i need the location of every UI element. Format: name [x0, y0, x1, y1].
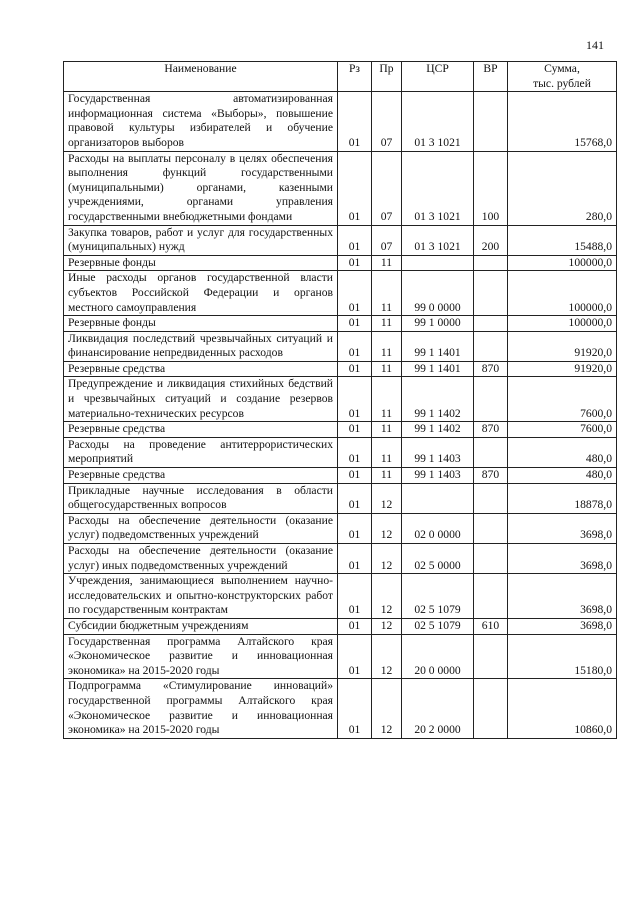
cell-rz: 01 [338, 574, 372, 619]
cell-sum: 3698,0 [508, 513, 617, 543]
table-row [64, 255, 617, 271]
table-row [64, 92, 617, 151]
cell-csr: 20 2 0000 [402, 679, 474, 738]
cell-sum: 15488,0 [508, 225, 617, 255]
cell-csr: 99 1 1401 [402, 331, 474, 361]
cell-vr [474, 513, 508, 543]
cell-rz: 01 [338, 225, 372, 255]
table-row [64, 225, 617, 255]
cell-rz: 01 [338, 151, 372, 225]
page-number: 141 [586, 38, 604, 52]
cell-sum: 7600,0 [508, 422, 617, 438]
cell-name: Государственная программа Алтайского края «Экономическое развитие и инновационная экономика» на 2015-2020 годы [64, 634, 338, 679]
cell-name: Иные расходы органов государственной власти субъектов Российской Федерации и органов местного самоуправления [64, 271, 338, 316]
header-csr: ЦСР [402, 62, 474, 92]
table-row [64, 151, 617, 225]
table-row [64, 513, 617, 543]
cell-sum: 100000,0 [508, 316, 617, 332]
header-vr: ВР [474, 62, 508, 92]
cell-pr: 12 [372, 483, 402, 513]
cell-csr: 99 1 0000 [402, 316, 474, 332]
cell-rz: 01 [338, 618, 372, 634]
header-sum [508, 62, 617, 92]
cell-csr [402, 483, 474, 513]
cell-sum: 7600,0 [508, 377, 617, 422]
cell-sum: 3698,0 [508, 574, 617, 619]
header-rz: Рз [338, 62, 372, 92]
table-row [64, 468, 617, 484]
table-row [64, 316, 617, 332]
cell-pr: 12 [372, 574, 402, 619]
table-row [64, 377, 617, 422]
cell-rz: 01 [338, 513, 372, 543]
cell-vr: 870 [474, 468, 508, 484]
cell-rz: 01 [338, 377, 372, 422]
cell-csr: 99 0 0000 [402, 271, 474, 316]
cell-rz: 01 [338, 483, 372, 513]
table-row [64, 422, 617, 438]
cell-name: Предупреждение и ликвидация стихийных бедствий и чрезвычайных ситуаций и создание резервов материально-технических ресурсов [64, 377, 338, 422]
cell-vr: 610 [474, 618, 508, 634]
cell-pr: 11 [372, 437, 402, 467]
cell-csr: 01 3 1021 [402, 92, 474, 151]
cell-csr: 02 5 0000 [402, 544, 474, 574]
cell-vr: 100 [474, 151, 508, 225]
cell-pr: 12 [372, 618, 402, 634]
cell-vr [474, 271, 508, 316]
cell-sum: 18878,0 [508, 483, 617, 513]
header-sum-line1: Сумма, [544, 62, 580, 75]
cell-vr [474, 634, 508, 679]
cell-name: Прикладные научные исследования в области общегосударственных вопросов [64, 483, 338, 513]
cell-pr: 11 [372, 468, 402, 484]
cell-csr: 99 1 1402 [402, 377, 474, 422]
cell-name: Резервные фонды [64, 255, 338, 271]
cell-sum: 480,0 [508, 468, 617, 484]
cell-csr: 99 1 1403 [402, 437, 474, 467]
cell-csr: 20 0 0000 [402, 634, 474, 679]
cell-rz: 01 [338, 634, 372, 679]
cell-vr: 870 [474, 422, 508, 438]
cell-rz: 01 [338, 679, 372, 738]
cell-sum: 100000,0 [508, 255, 617, 271]
cell-name: Закупка товаров, работ и услуг для государственных (муниципальных) нужд [64, 225, 338, 255]
cell-vr [474, 255, 508, 271]
table-body [64, 92, 617, 739]
header-name: Наименование [64, 62, 338, 92]
cell-name: Расходы на проведение антитеррористических мероприятий [64, 437, 338, 467]
cell-pr: 12 [372, 634, 402, 679]
cell-name: Ликвидация последствий чрезвычайных ситуаций и финансирование непредвиденных расходов [64, 331, 338, 361]
table-row [64, 271, 617, 316]
cell-rz: 01 [338, 422, 372, 438]
cell-csr [402, 255, 474, 271]
header-sum-line2: тыс. рублей [533, 76, 591, 90]
cell-vr [474, 331, 508, 361]
cell-sum: 10860,0 [508, 679, 617, 738]
cell-csr: 02 5 1079 [402, 574, 474, 619]
cell-pr: 11 [372, 271, 402, 316]
table-row [64, 574, 617, 619]
cell-vr [474, 679, 508, 738]
cell-pr: 11 [372, 316, 402, 332]
cell-sum: 3698,0 [508, 544, 617, 574]
cell-name: Резервные средства [64, 468, 338, 484]
cell-pr: 11 [372, 422, 402, 438]
cell-pr: 07 [372, 225, 402, 255]
cell-vr: 870 [474, 361, 508, 377]
cell-sum: 100000,0 [508, 271, 617, 316]
cell-sum: 91920,0 [508, 361, 617, 377]
header-pr: Пр [372, 62, 402, 92]
cell-name: Учреждения, занимающиеся выполнением научно-исследовательских и опытно-конструкторских работ по государственным контрактам [64, 574, 338, 619]
cell-rz: 01 [338, 271, 372, 316]
budget-table [63, 61, 617, 739]
cell-sum: 280,0 [508, 151, 617, 225]
table-header-row [64, 62, 617, 92]
table-row [64, 634, 617, 679]
table-row [64, 618, 617, 634]
cell-pr: 12 [372, 513, 402, 543]
cell-name: Субсидии бюджетным учреждениям [64, 618, 338, 634]
cell-pr: 12 [372, 679, 402, 738]
table-row [64, 437, 617, 467]
cell-rz: 01 [338, 544, 372, 574]
cell-vr [474, 574, 508, 619]
cell-sum: 15768,0 [508, 92, 617, 151]
cell-pr: 12 [372, 544, 402, 574]
cell-pr: 11 [372, 255, 402, 271]
cell-vr [474, 437, 508, 467]
cell-vr [474, 483, 508, 513]
cell-sum: 15180,0 [508, 634, 617, 679]
cell-name: Резервные фонды [64, 316, 338, 332]
cell-sum: 91920,0 [508, 331, 617, 361]
cell-vr [474, 316, 508, 332]
cell-csr: 01 3 1021 [402, 225, 474, 255]
cell-name: Государственная автоматизированная информационная система «Выборы», повышение правовой культуры избирателей и обучение организаторов выборов [64, 92, 338, 151]
table-row [64, 679, 617, 738]
cell-rz: 01 [338, 437, 372, 467]
cell-name: Расходы на выплаты персоналу в целях обеспечения выполнения функций государственными (муниципальными) органами, казенными учреждениями, органами управления государственными внебюджетными фондами [64, 151, 338, 225]
cell-rz: 01 [338, 92, 372, 151]
cell-name: Резервные средства [64, 361, 338, 377]
table-row [64, 544, 617, 574]
cell-vr: 200 [474, 225, 508, 255]
cell-rz: 01 [338, 316, 372, 332]
cell-vr [474, 544, 508, 574]
cell-vr [474, 377, 508, 422]
cell-name: Расходы на обеспечение деятельности (оказание услуг) подведомственных учреждений [64, 513, 338, 543]
cell-rz: 01 [338, 331, 372, 361]
cell-rz: 01 [338, 361, 372, 377]
cell-name: Резервные средства [64, 422, 338, 438]
cell-sum: 3698,0 [508, 618, 617, 634]
cell-vr [474, 92, 508, 151]
cell-pr: 11 [372, 331, 402, 361]
cell-pr: 07 [372, 151, 402, 225]
cell-sum: 480,0 [508, 437, 617, 467]
table-row [64, 331, 617, 361]
table-row [64, 361, 617, 377]
cell-pr: 11 [372, 361, 402, 377]
cell-csr: 02 5 1079 [402, 618, 474, 634]
cell-csr: 01 3 1021 [402, 151, 474, 225]
cell-csr: 99 1 1402 [402, 422, 474, 438]
cell-name: Подпрограмма «Стимулирование инноваций» государственной программы Алтайского края «Экономическое развитие и инновационная экономика» на 2015-2020 годы [64, 679, 338, 738]
table-row [64, 483, 617, 513]
cell-pr: 07 [372, 92, 402, 151]
cell-rz: 01 [338, 468, 372, 484]
cell-csr: 02 0 0000 [402, 513, 474, 543]
cell-name: Расходы на обеспечение деятельности (оказание услуг) иных подведомственных учреждений [64, 544, 338, 574]
cell-rz: 01 [338, 255, 372, 271]
cell-pr: 11 [372, 377, 402, 422]
cell-csr: 99 1 1403 [402, 468, 474, 484]
cell-csr: 99 1 1401 [402, 361, 474, 377]
